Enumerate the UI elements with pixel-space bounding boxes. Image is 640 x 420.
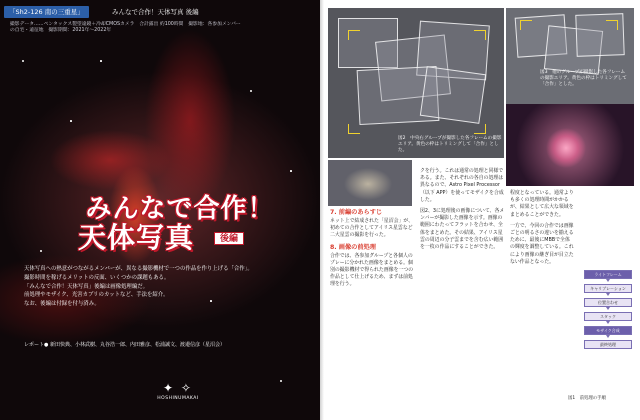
crop-bracket xyxy=(348,124,360,134)
star-field-photo xyxy=(328,160,412,206)
shooting-meta: 撮影データ……ペンタックス製望遠鏡＋冷却CMOSカメラ 合計露出 約100時間 撮影地：各参加メンバーの自宅・遠征地 撮影期間：2021年〜2022年 xyxy=(10,22,241,34)
lead-line: 撮影時間を稼げるメリットの反面、いくつかの課題もある。 xyxy=(24,274,170,281)
mosaic-figure-2 xyxy=(328,8,504,158)
crop-bracket xyxy=(348,30,360,40)
flow-step: モザイク合成 xyxy=(584,326,632,335)
star-dot xyxy=(22,60,24,62)
body-text: クを行う。これは通常の処理と同様である。また、それぞれの各自の処理は異なるので、Astro Pixel Processor（以下 APP）を使ってモザイクを合成した。 xyxy=(420,168,504,203)
flow-step: スタック xyxy=(584,312,632,321)
figure-3-caption: 図3 他のグループが撮影した各フレームの撮影エリア。黄色の枠はトリミングして「合作」とした。 xyxy=(540,70,627,87)
lead-line: 前処理やモザイク、光害カブリのカットなど、手法を紹介。 xyxy=(24,292,169,299)
body-text: 程度となっている。通常よりも多くの処理時間がかかるが、結果として広大な領域をまとめることができた。 xyxy=(510,190,574,218)
crop-bracket xyxy=(520,20,532,30)
frame-tile xyxy=(420,66,486,124)
flow-arrow xyxy=(606,321,610,324)
series-title: みんなで合作！天体写真 後編 xyxy=(112,8,199,16)
body-text: ネット上で結成された「星沼会」が、初めての合作としてアイリス星雲など二大星雲の撮影を行った。 xyxy=(330,218,414,239)
crop-bracket xyxy=(474,30,486,40)
lead-line: 「みんなで合作！天体写真」後編は画像処理編だ。 xyxy=(24,283,148,290)
nebula-photo xyxy=(506,104,634,186)
body-text: 図2、3に処理後の画像について、各メンバーが撮影した画像を示す。画像の範囲にわたってフラットを合わせ、全体をまとめた。その結果、アイリス星雲の周辺の分子雲までを含む広い範囲を一枚の作品にすることができた。 xyxy=(420,208,505,251)
flow-arrow xyxy=(606,293,610,296)
body-text: 合作では、各参加グループと各個人のプレーに分かれた画像をまとめる。個別の撮影機材で得られた画像を一つの作品として仕上げるため、まずは前処理を行う。 xyxy=(330,252,414,288)
flow-step: キャリブレーション xyxy=(584,284,632,293)
text-column-1 xyxy=(330,208,416,289)
lead-text xyxy=(24,266,278,310)
page-gutter xyxy=(320,0,324,420)
section-heading: 7. 前編のあらすじ xyxy=(330,209,383,216)
star-dot xyxy=(40,250,42,252)
body-text: 一方で、今回の合作では画像ごとの明るさの違いを揃えるために、最後にMBBで全体の輝度を調整している。これにより画像の継ぎ目が目立たない作品となった。 xyxy=(510,222,574,265)
mosaic-figure-3 xyxy=(506,8,634,104)
flow-arrow xyxy=(606,335,610,338)
logo-text: HOSHINUMAKAI xyxy=(157,396,199,401)
flow-step: 位置合わせ xyxy=(584,298,632,307)
lead-line: 天体写真への熱意がつながるメンバーが、異なる撮影機材で一つの作品を作り上げる「合作」。 xyxy=(24,266,253,272)
star-dot xyxy=(290,170,292,172)
star-dot xyxy=(100,60,102,62)
main-title: みんなで合作！ xyxy=(85,194,275,224)
right-page-article xyxy=(320,0,640,420)
part-badge: 後編 xyxy=(214,232,244,245)
flow-step: 最終処理 xyxy=(584,340,632,349)
crop-bracket xyxy=(474,124,486,134)
reporters-credit: レポート● 新田快典、小林武樹、丸谷浩一郎、内田雅彦、松浦誠文、渡邉信彦（星沼会） xyxy=(24,342,225,348)
text-column-2 xyxy=(420,168,506,251)
crop-bracket xyxy=(606,20,618,30)
club-logo xyxy=(152,380,204,410)
star-dot xyxy=(250,90,252,92)
flow-arrow xyxy=(606,279,610,282)
figure-2-caption: 図2 中央右グループが撮影した各フレームの撮影エリア。黄色の枠はトリミングして「合作」とした。 xyxy=(398,136,502,153)
preprocessing-flowchart xyxy=(580,270,636,390)
star-dot xyxy=(280,380,282,382)
figure-1-caption: 図1 前処理の手順 xyxy=(568,396,606,401)
series-tag: 「Sh2-126 南の三重星」 xyxy=(4,6,89,18)
star-dot xyxy=(70,120,72,122)
lead-line: なお、後編は付録を付与済み。 xyxy=(24,301,100,308)
main-subtitle: 天体写真 xyxy=(78,221,195,254)
flow-step: ライトフレーム xyxy=(584,270,632,279)
logo-mark: ✦ ✧ xyxy=(163,381,193,395)
section-heading: 8. 画像の前処理 xyxy=(330,243,376,251)
text-column-3 xyxy=(510,190,574,266)
flow-arrow xyxy=(606,307,610,310)
